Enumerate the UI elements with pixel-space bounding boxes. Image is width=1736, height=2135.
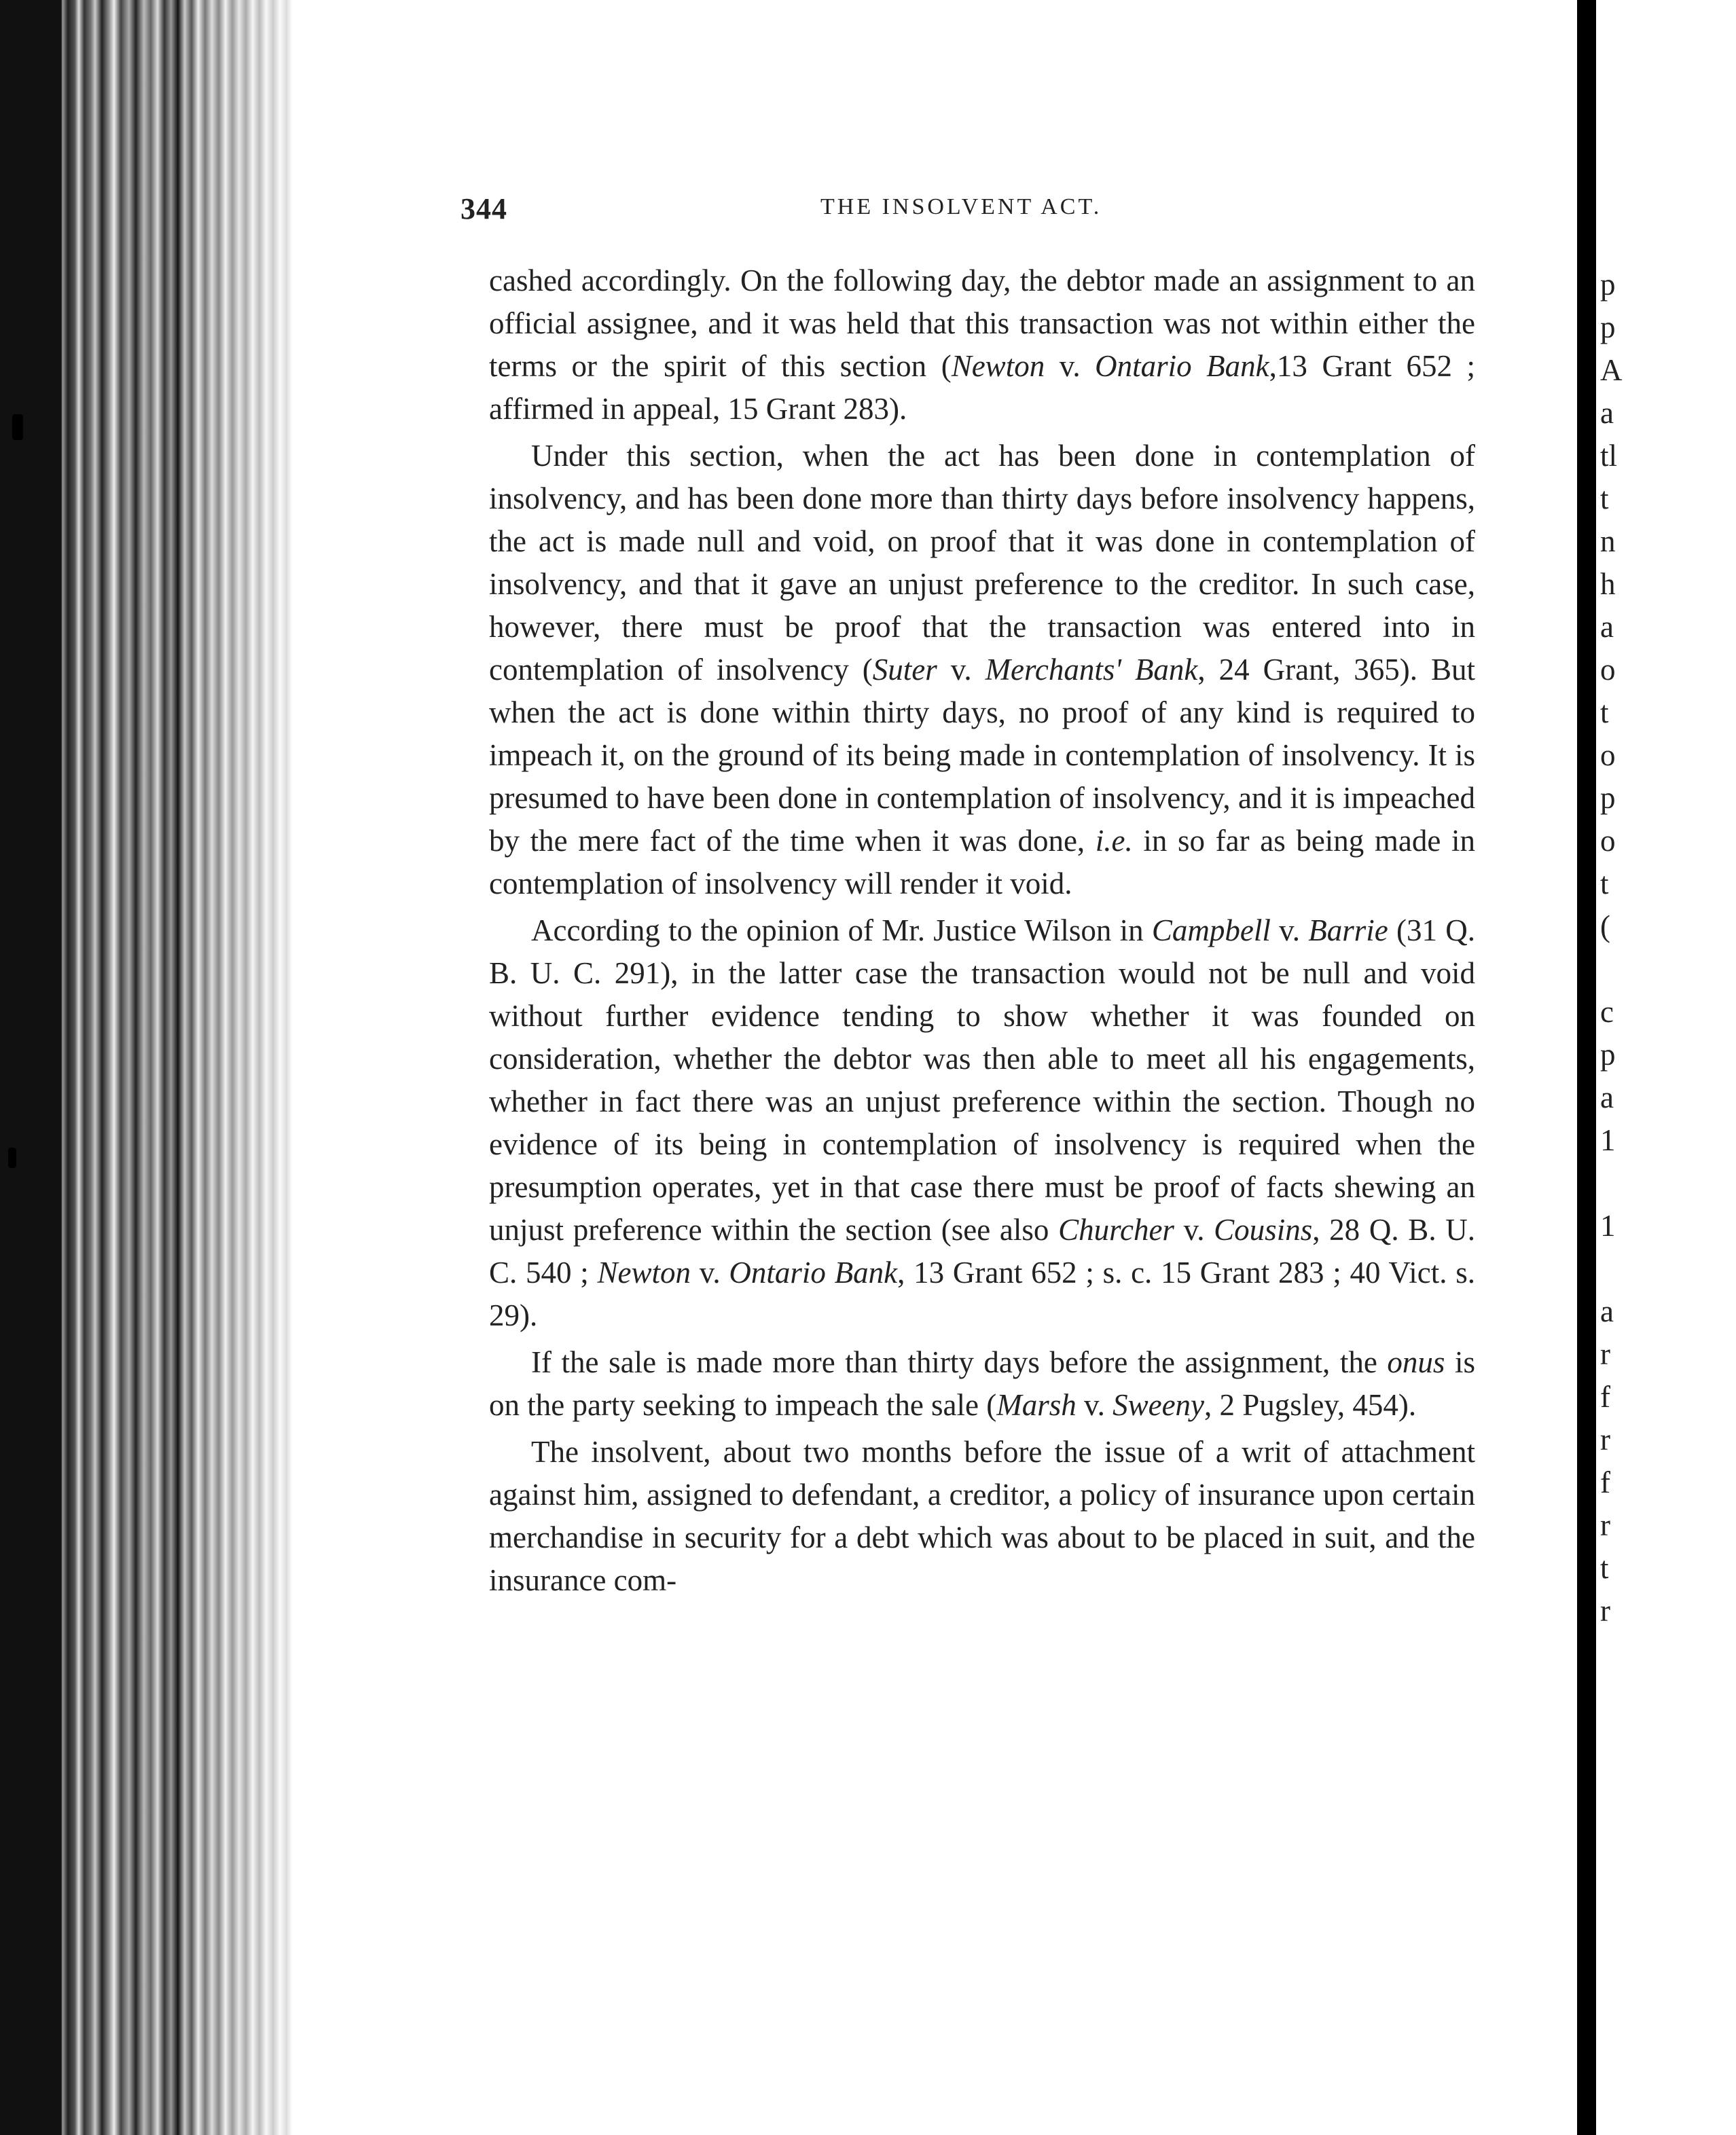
facing-page-fragment: ( [1600,909,1610,943]
text-run: , 24 Grant, 365). But when the act is done within thirty days, no proof of any kind is required to impeach it, on the ground of its being made in contemplation of insolvency. It is presumed to have been done in contemplation of insolvency, and it is impeached by the mere fact of the time when it was done, [489,653,1476,858]
text-run: Under this section, when the act has been done in contemplation of insolvency, and has been done more than thirty days before insolvency happens, the act is made null and void, on proof that it was done in contemplation of insolvency, and that it gave an unjust preference to the creditor. In such case, however, there must be proof that the transaction was entered into in contemplation of insolvency ( [489,439,1475,687]
text-run: v. [1270,913,1309,947]
book-page [292,0,1577,2135]
facing-page-fragment: a [1600,396,1614,430]
facing-page-fragment: r [1600,1423,1610,1457]
italic-citation: Sweeny [1113,1388,1205,1422]
text-run: If the sale is made more than thirty days before the assignment, the [531,1345,1388,1379]
facing-page-fragment: r [1600,1508,1610,1542]
paragraph [489,259,1475,431]
page-header [460,191,1466,232]
facing-page-fragment [1600,948,1736,991]
running-head: THE INSOLVENT ACT. [820,194,1102,219]
text-run: v. [1076,1388,1113,1422]
facing-page-fragment: n [1600,524,1616,558]
italic-citation: Barrie [1308,913,1388,947]
facing-page-fragment: t [1600,695,1609,729]
facing-page-fragment: f [1600,1380,1610,1414]
book-page-edges [0,0,292,2135]
facing-page-fragment: f [1600,1465,1610,1499]
italic-citation: Newton [951,349,1045,383]
text-run: v. [1045,349,1096,383]
facing-page-fragment: o [1600,824,1616,858]
body-text [489,259,1475,1602]
paragraph [489,1431,1475,1602]
facing-page-fragment: t [1600,481,1609,515]
text-run: The insolvent, about two months before the issue of a writ of attachment against him, assigned to defendant, a creditor, a policy of insurance upon certain merchandise in security for a debt which was about to be placed in suit, and the insurance com- [489,1435,1475,1597]
facing-page-fragment: o [1600,738,1616,772]
page-number: 344 [460,192,507,225]
facing-page-fragment: t [1600,866,1609,900]
page-gutter [1577,0,1596,2135]
facing-page-fragment: h [1600,567,1616,601]
italic-citation: Marsh [996,1388,1077,1422]
italic-citation: Cousins [1214,1213,1313,1247]
facing-page-edge [1596,0,1736,2135]
text-run: (31 Q. B. U. C. 291), in the latter case the transaction would not be null and void without further evidence tending to show whether it was founded on consideration, whether the debtor was then able to meet all his engagements, whether in fact there was an unjust preference within the section. Though no evidence of its being in contemplation of insolvency is required when the presumption operates, yet in that case there must be proof of facts shewing an unjust preference within the section (see also [489,913,1476,1247]
text-run: in so far as being made in contemplation of insolvency will render it void. [489,824,1475,900]
facing-page-fragment: 1 [1600,1123,1616,1157]
text-run: ,13 Grant 652 ; affirmed in appeal, 15 Grant 283). [489,349,1475,426]
italic-citation: onus [1387,1345,1445,1379]
facing-page-fragment: t [1600,1551,1609,1585]
facing-page-fragment: c [1600,995,1614,1029]
paragraph [489,1341,1475,1427]
facing-page-fragment: A [1600,353,1623,387]
facing-page-fragment: p [1600,268,1616,302]
facing-page-fragment: p [1600,781,1616,815]
text-run: , 13 Grant 652 ; s. c. 15 Grant 283 ; 40 Vict. s. 29). [489,1256,1475,1332]
facing-page-fragment: 1 [1600,1209,1616,1243]
facing-page-fragment: r [1600,1337,1610,1371]
paragraph [489,909,1475,1337]
paragraph [489,435,1475,905]
italic-citation: Suter [872,653,937,687]
text-run: According to the opinion of Mr. Justice Wilson in [531,913,1152,947]
italic-citation: Campbell [1151,913,1271,947]
facing-page-fragment: a [1600,1080,1614,1114]
italic-citation: Merchants' Bank [985,653,1198,687]
facing-page-fragment: r [1600,1594,1610,1628]
italic-citation: Ontario Bank [729,1256,898,1290]
facing-page-text-fragments [1600,263,1736,1632]
italic-citation: i.e. [1095,824,1133,858]
text-run: v. [937,653,985,687]
scan-artifact [12,414,23,440]
scan-artifact [8,1148,16,1168]
facing-page-fragment: a [1600,610,1614,644]
italic-citation: Newton [597,1256,691,1290]
facing-page-fragment: p [1600,1038,1616,1072]
facing-page-fragment [1600,1162,1736,1205]
text-run: , 2 Pugsley, 454). [1204,1388,1417,1422]
facing-page-fragment: o [1600,653,1616,687]
text-run: cashed accordingly. On the following day, the debtor made an assignment to an official assignee, and it was held that this transaction was not within either the terms or the spirit of this section ( [489,263,1475,383]
facing-page-fragment: a [1600,1294,1614,1328]
italic-citation: Ontario Bank [1095,349,1269,383]
text-run: is on the party seeking to impeach the sale ( [489,1345,1475,1422]
facing-page-fragment [1600,1247,1736,1290]
facing-page-fragment: tl [1600,439,1618,473]
text-run: v. [691,1256,729,1290]
text-run: , 28 Q. B. U. C. 540 ; [489,1213,1476,1290]
italic-citation: Churcher [1058,1213,1174,1247]
text-run: v. [1174,1213,1214,1247]
facing-page-fragment: p [1600,310,1616,344]
